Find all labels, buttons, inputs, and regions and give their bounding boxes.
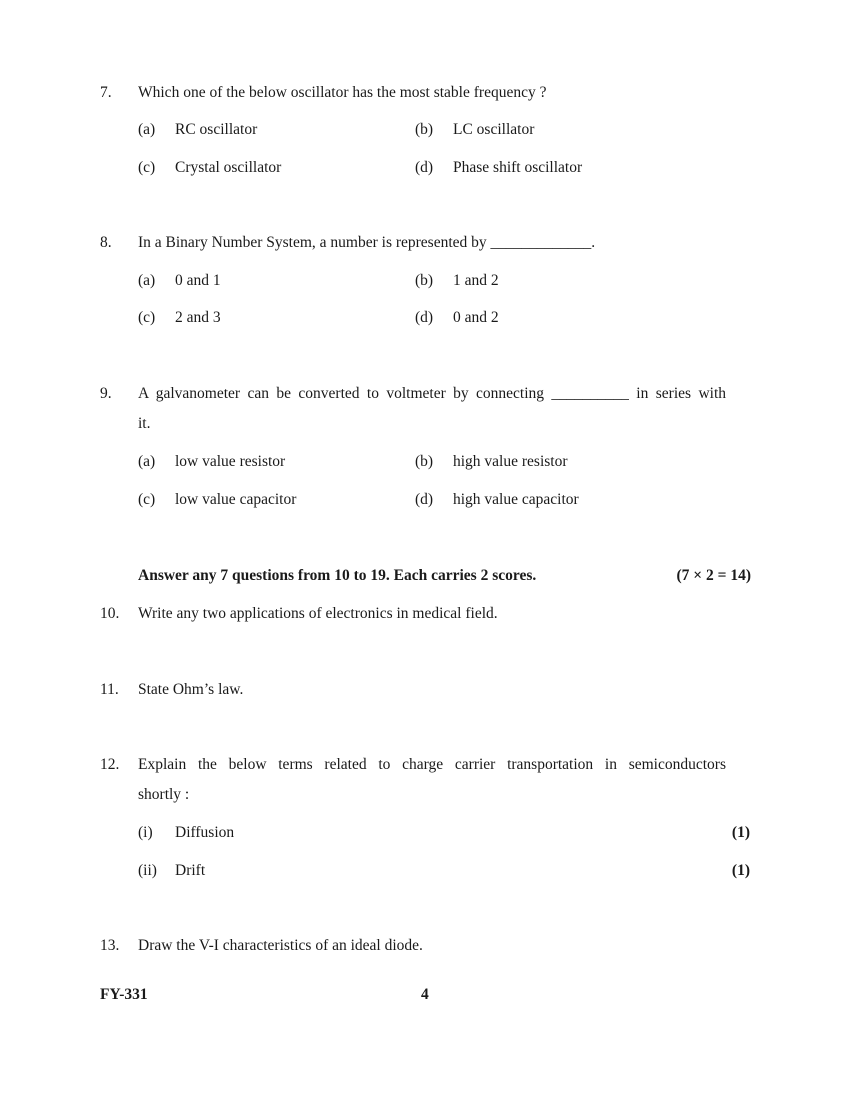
question-12-number: 12. xyxy=(100,756,120,773)
q7-option-c-text: Crystal oscillator xyxy=(175,159,282,176)
question-12-text-line-1: Explain the below terms related to charge carrier transportation in semiconductors xyxy=(138,756,726,773)
q12-subpart-ii-label: (ii) xyxy=(138,862,157,879)
q9-option-c-text: low value capacitor xyxy=(175,491,297,508)
question-9-text-line-2: it. xyxy=(138,415,151,432)
q12-subpart-ii-text: Drift xyxy=(175,862,206,879)
q8-option-d-label: (d) xyxy=(415,309,434,326)
q12-subpart-ii-marks: (1) xyxy=(731,862,750,879)
q9-option-d-label: (d) xyxy=(415,491,434,508)
section-instruction: Answer any 7 questions from 10 to 19. Each carries 2 scores. xyxy=(138,567,537,584)
question-13-text: Draw the V-I characteristics of an ideal diode. xyxy=(138,937,423,954)
q12-subpart-i-marks: (1) xyxy=(731,824,750,841)
section-marks: (7 × 2 = 14) xyxy=(676,567,751,584)
question-12-text-line-2: shortly : xyxy=(138,786,190,803)
question-11-number: 11. xyxy=(100,681,119,698)
q8-option-c-text: 2 and 3 xyxy=(175,309,221,326)
question-8-text: In a Binary Number System, a number is represented by _____________. xyxy=(138,234,596,251)
q8-option-b-label: (b) xyxy=(415,272,434,289)
q9-option-d-text: high value capacitor xyxy=(453,491,579,508)
q9-option-c-label: (c) xyxy=(138,491,156,508)
q7-option-a-label: (a) xyxy=(138,121,156,138)
question-9-number: 9. xyxy=(100,385,112,402)
question-8-number: 8. xyxy=(100,234,112,251)
q8-option-d-text: 0 and 2 xyxy=(453,309,499,326)
question-10-number: 10. xyxy=(100,605,120,622)
question-9-text-line-1: A galvanometer can be converted to voltmeter by connecting __________ in series with xyxy=(138,385,726,402)
q12-subpart-i-text: Diffusion xyxy=(175,824,235,841)
q8-option-b-text: 1 and 2 xyxy=(453,272,499,289)
question-7-text: Which one of the below oscillator has the most stable frequency ? xyxy=(138,84,547,101)
q7-option-b-label: (b) xyxy=(415,121,434,138)
q8-option-c-label: (c) xyxy=(138,309,156,326)
q8-option-a-text: 0 and 1 xyxy=(175,272,221,289)
footer-exam-code: FY-331 xyxy=(100,986,148,1003)
q7-option-d-label: (d) xyxy=(415,159,434,176)
q8-option-a-label: (a) xyxy=(138,272,156,289)
q9-option-a-text: low value resistor xyxy=(175,453,286,470)
footer-page-number: 4 xyxy=(421,986,429,1003)
question-10-text: Write any two applications of electronics in medical field. xyxy=(138,605,498,622)
q7-option-c-label: (c) xyxy=(138,159,156,176)
q9-option-b-text: high value resistor xyxy=(453,453,568,470)
q9-option-a-label: (a) xyxy=(138,453,156,470)
question-13-number: 13. xyxy=(100,937,120,954)
q7-option-b-text: LC oscillator xyxy=(453,121,535,138)
q7-option-d-text: Phase shift oscillator xyxy=(453,159,583,176)
q12-subpart-i-label: (i) xyxy=(138,824,153,841)
q9-option-b-label: (b) xyxy=(415,453,434,470)
question-11-text: State Ohm’s law. xyxy=(138,681,244,698)
question-7-number: 7. xyxy=(100,84,112,101)
q7-option-a-text: RC oscillator xyxy=(175,121,258,138)
